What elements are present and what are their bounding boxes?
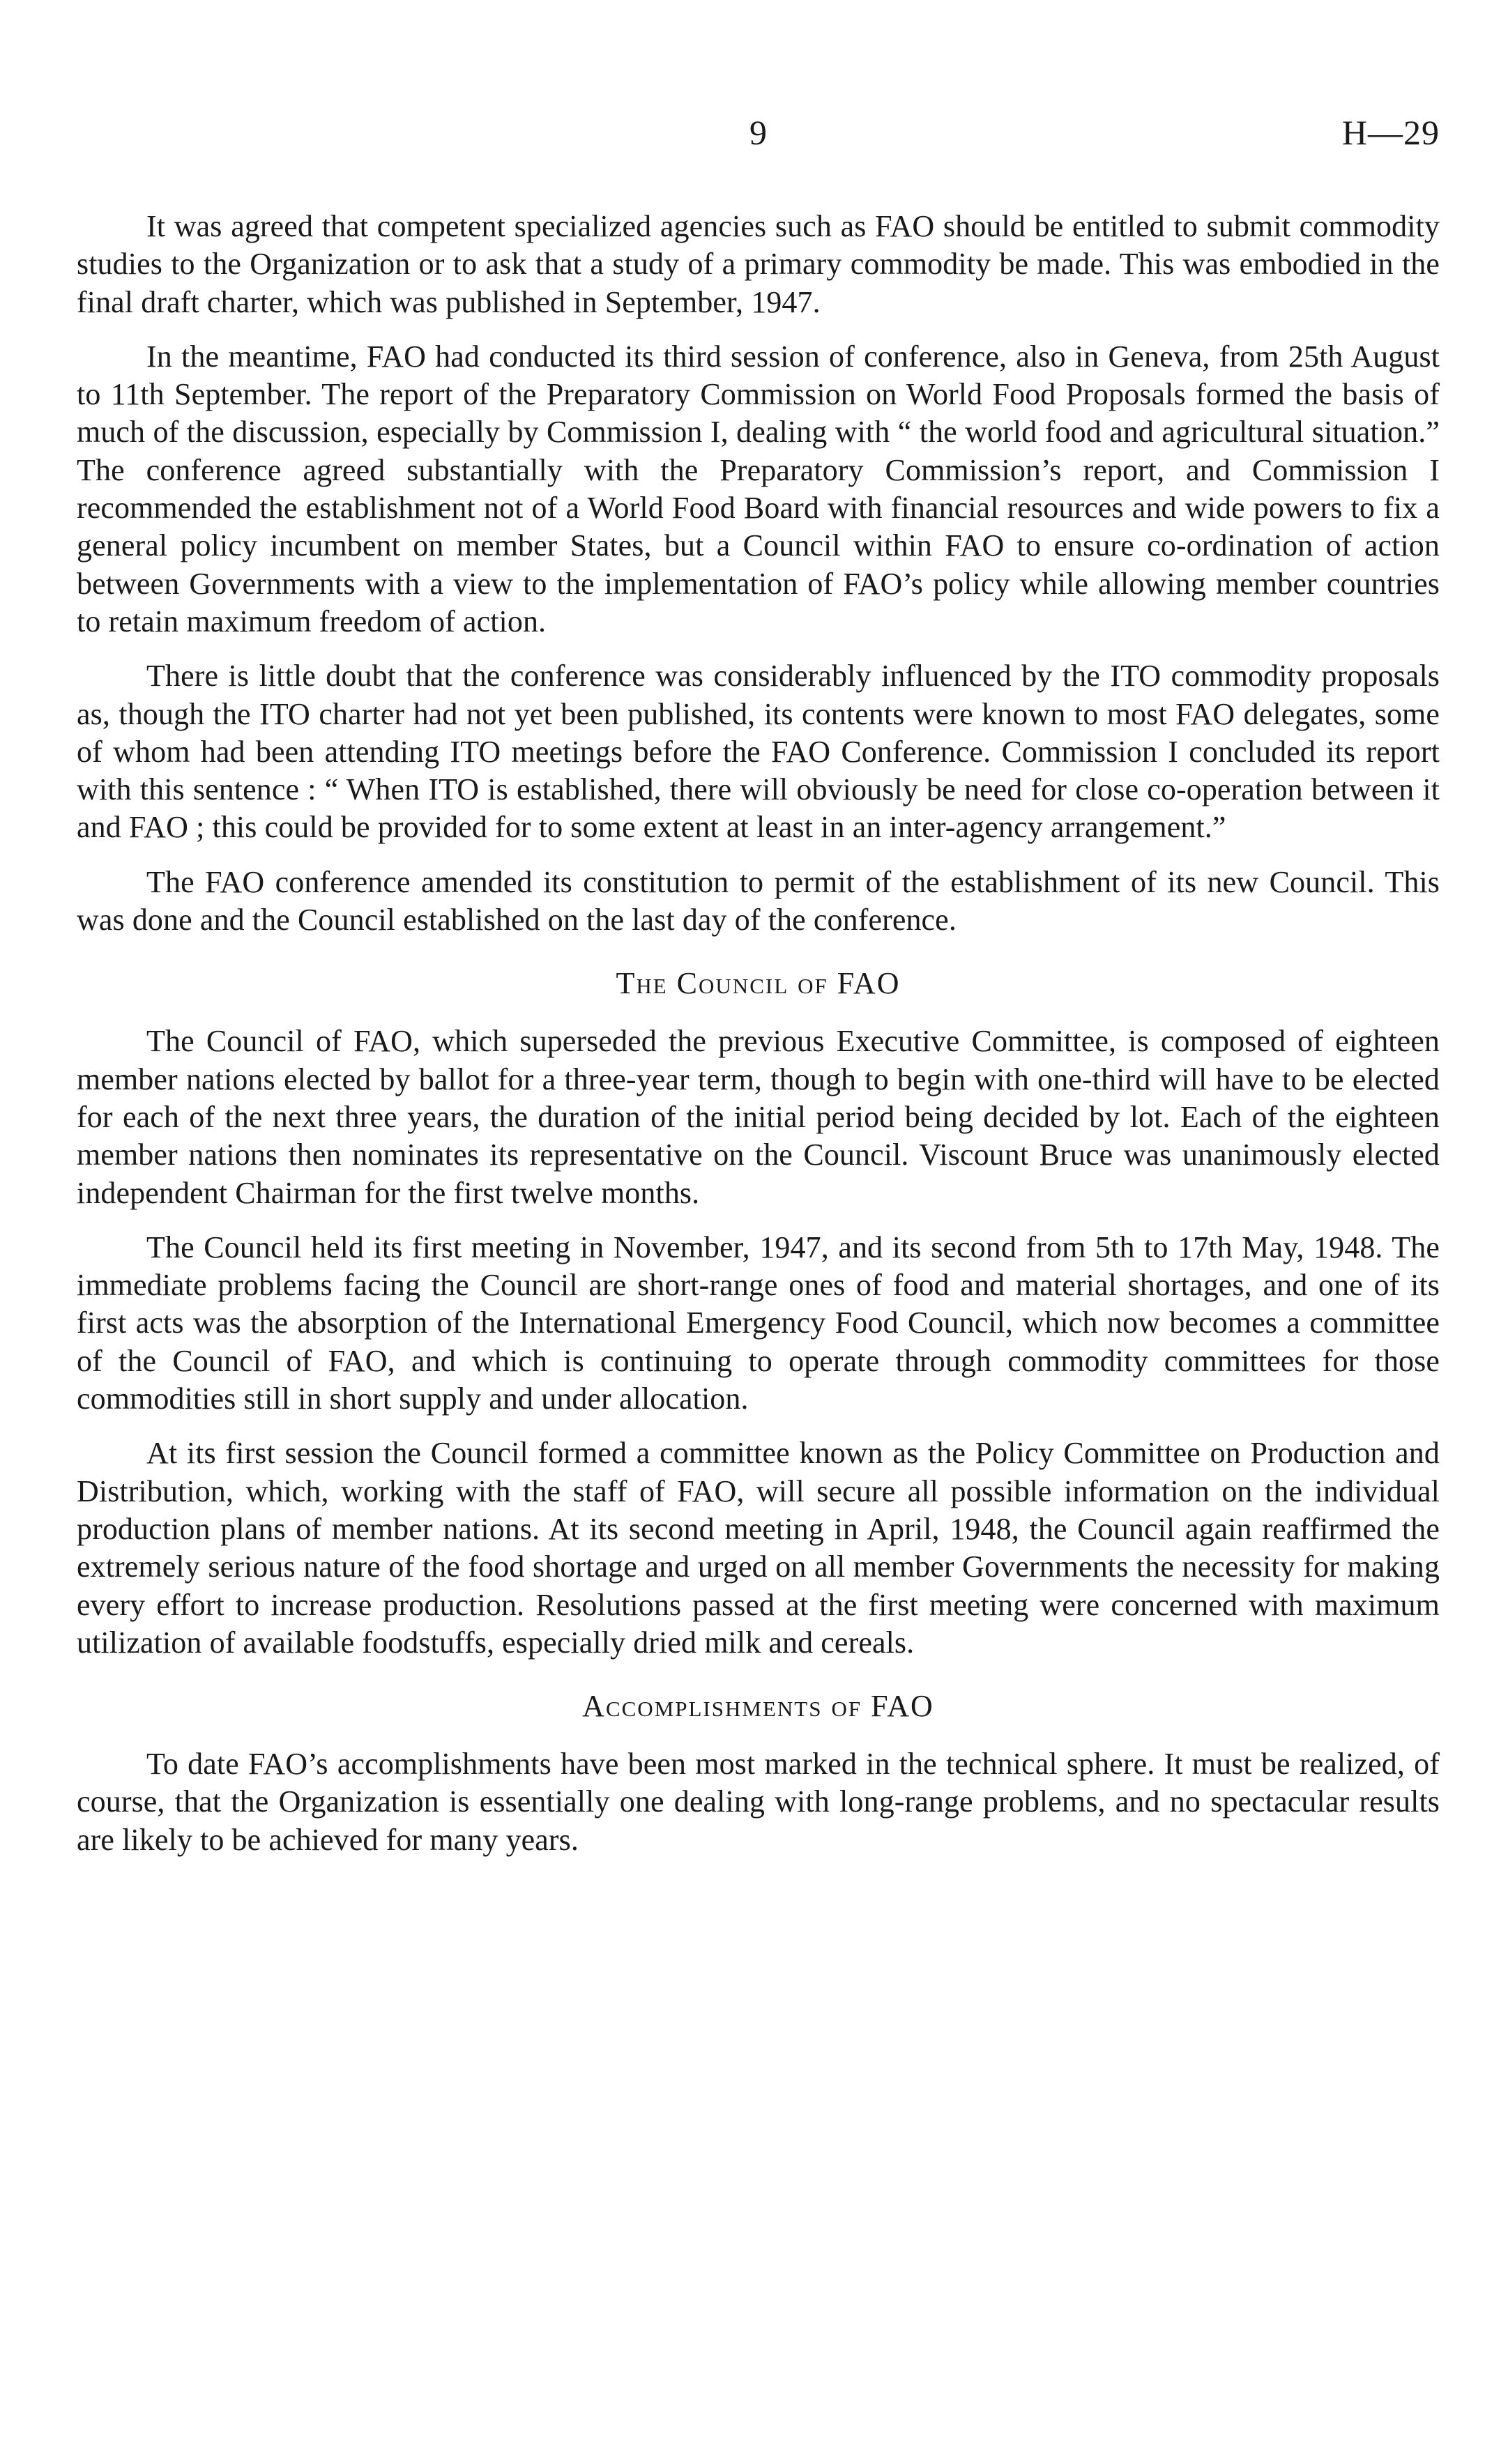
paragraph-6: The Council held its first meeting in November, 1947, and its second from 5th to 17th May, 1948. The immediate problems facing the Council are short-range ones of food and material shortages, and one of its first acts was the absorption of the International Emergency Food Council, which now becomes a committee of the Council of FAO, and which is continuing to operate through commodity committees for those commodities still in short supply and under allocation.	[77, 1230, 1440, 1416]
page-header	[77, 112, 1440, 160]
section-heading-accomplishments: Accomplishments of FAO	[582, 1689, 934, 1724]
page-number: 9	[749, 113, 767, 152]
paragraph-4: The FAO conference amended its constitution to permit of the establishment of its new Council. This was done and the Council established on the last day of the conference.	[77, 864, 1440, 938]
paragraph-2: In the meantime, FAO had conducted its third session of conference, also in Geneva, from 25th August to 11th September. The report of the Preparatory Commission on World Food Proposals formed the basis of much of the discussion, especially by Commission I, dealing with “ the world food and agricultural situation.” The conference agreed substantially with the Preparatory Commission’s report, and Commission I recommended the establishment not of a World Food Board with financial resources and wide powers to fix a general policy incumbent on member States, but a Council within FAO to ensure co-ordination of action between Governments with a view to the implementation of FAO’s policy while allowing member countries to retain maximum freedom of action.	[77, 339, 1440, 638]
body-text	[77, 208, 1440, 1876]
paragraph-3: There is little doubt that the conference was considerably influenced by the ITO commodity proposals as, though the ITO charter had not yet been published, its contents were known to most FAO delegates, some of whom had been attending ITO meetings before the FAO Conference. Commission I concluded its report with this sentence : “ When ITO is established, there will obviously be need for close co-operation between it and FAO ; this could be provided for to some extent at least in an inter-agency arrangement.”	[77, 659, 1440, 845]
paragraph-7: At its first session the Council formed a committee known as the Policy Committee on Production and Distribution, which, working with the staff of FAO, will secure all possible information on the individual production plans of member nations. At its second meeting in April, 1948, the Council again reaffirmed the extremely serious nature of the food shortage and urged on all member Governments the necessity for making every effort to increase production. Resolutions passed at the first meeting were concerned with maximum utilization of available foodstuffs, especially dried milk and cereals.	[77, 1436, 1440, 1660]
paragraph-5: The Council of FAO, which superseded the previous Executive Committee, is composed of eighteen member nations elected by ballot for a three-year term, though to begin with one-third will have to be elected for each of the next three years, the duration of the initial period being decided by lot. Each of the eighteen member nations then nominates its representative on the Council. Viscount Bruce was unanimously elected independent Chairman for the first twelve months.	[77, 1024, 1440, 1210]
section-heading-council: The Council of FAO	[616, 966, 901, 1001]
paragraph-8: To date FAO’s accomplishments have been most marked in the technical sphere. It must be realized, of course, that the Organization is essentially one dealing with long-range problems, and no spectacular results are likely to be achieved for many years.	[77, 1747, 1440, 1857]
document-reference: H—29	[1341, 113, 1440, 152]
paragraph-1: It was agreed that competent specialized agencies such as FAO should be entitled to submit commodity studies to the Organization or to ask that a study of a primary commodity be made. This was embodied in the final draft charter, which was published in September, 1947.	[77, 209, 1440, 319]
